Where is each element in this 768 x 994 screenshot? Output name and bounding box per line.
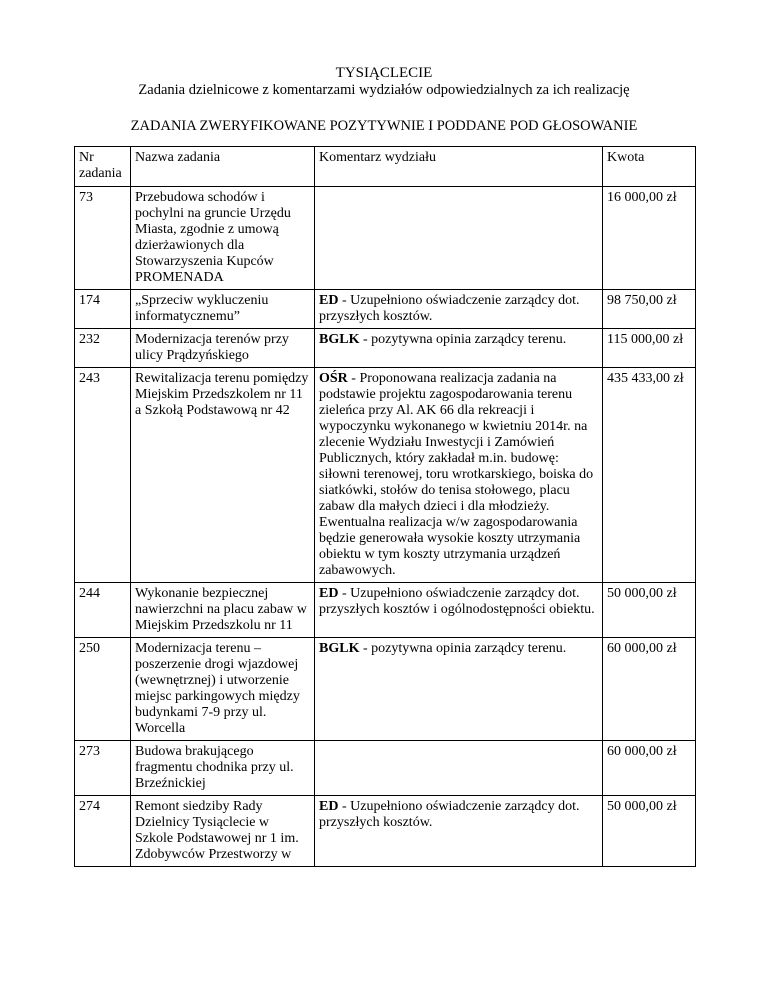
task-amount: 50 000,00 zł xyxy=(603,583,696,638)
task-number: 73 xyxy=(75,187,131,290)
task-number: 250 xyxy=(75,638,131,741)
task-name: Modernizacja terenów przy ulicy Prądzyńskiego xyxy=(131,329,315,368)
table-row xyxy=(75,583,696,638)
task-amount: 50 000,00 zł xyxy=(603,796,696,867)
tasks-table xyxy=(74,146,696,867)
task-name: Remont siedziby Rady Dzielnicy Tysiąclecie w Szkole Podstawowej nr 1 im. Zdobywców Przestworzy w xyxy=(131,796,315,867)
task-number: 243 xyxy=(75,368,131,583)
table-row xyxy=(75,368,696,583)
task-number: 174 xyxy=(75,290,131,329)
task-number: 244 xyxy=(75,583,131,638)
task-name: Przebudowa schodów i pochylni na gruncie Urzędu Miasta, zgodnie z umową dzierżawionych dla Stowarzyszenia Kupców PROMENADA xyxy=(131,187,315,290)
task-name: Budowa brakującego fragmentu chodnika przy ul. Brzeźnickiej xyxy=(131,741,315,796)
column-header-comment: Komentarz wydziału xyxy=(315,147,603,187)
section-heading: ZADANIA ZWERYFIKOWANE POZYTYWNIE I PODDANE POD GŁOSOWANIE xyxy=(130,118,638,134)
department-code: BGLK xyxy=(319,641,360,656)
department-code: ED xyxy=(319,586,339,601)
task-amount: 435 433,00 zł xyxy=(603,368,696,583)
department-comment xyxy=(315,583,603,638)
task-amount: 115 000,00 zł xyxy=(603,329,696,368)
comment-text: - Uzupełniono oświadczenie zarządcy dot. przyszłych kosztów. xyxy=(319,293,580,324)
task-amount: 60 000,00 zł xyxy=(603,741,696,796)
department-code: ED xyxy=(319,799,339,814)
department-comment xyxy=(315,290,603,329)
department-code: OŚR xyxy=(319,371,348,386)
department-comment xyxy=(315,329,603,368)
department-code: BGLK xyxy=(319,332,360,347)
table-row xyxy=(75,796,696,867)
column-header-name: Nazwa zadania xyxy=(131,147,315,187)
department-code: ED xyxy=(319,293,339,308)
task-name: „Sprzeciw wykluczeniu informatycznemu” xyxy=(131,290,315,329)
table-row xyxy=(75,187,696,290)
comment-text: - Uzupełniono oświadczenie zarządcy dot. przyszłych kosztów. xyxy=(319,799,580,830)
table-row xyxy=(75,638,696,741)
task-name: Wykonanie bezpiecznej nawierzchni na placu zabaw w Miejskim Przedszkolu nr 11 xyxy=(131,583,315,638)
column-header-nr: Nr zadania xyxy=(75,147,131,187)
department-comment xyxy=(315,368,603,583)
task-amount: 98 750,00 zł xyxy=(603,290,696,329)
department-comment xyxy=(315,638,603,741)
department-comment xyxy=(315,187,603,290)
comment-text: - pozytywna opinia zarządcy terenu. xyxy=(359,332,567,347)
task-number: 232 xyxy=(75,329,131,368)
task-number: 273 xyxy=(75,741,131,796)
table-row xyxy=(75,329,696,368)
task-name: Rewitalizacja terenu pomiędzy Miejskim Przedszkolem nr 11 a Szkołą Podstawową nr 42 xyxy=(131,368,315,583)
task-amount: 16 000,00 zł xyxy=(603,187,696,290)
table-header-row xyxy=(75,147,696,187)
page-title: TYSIĄCLECIE xyxy=(335,65,433,81)
comment-text: - Uzupełniono oświadczenie zarządcy dot. przyszłych kosztów i ogólnodostępności obiektu. xyxy=(319,586,595,617)
comment-text: - pozytywna opinia zarządcy terenu. xyxy=(359,641,567,656)
comment-text: - Proponowana realizacja zadania na podstawie projektu zagospodarowania terenu zieleńca przy Al. AK 66 dla rekreacji i wypoczynku wykonanego w kwietniu 2014r. na zlecenie Wydziału Inwestycji i Zamówień Publicznych, który zakładał m.in. budowę: siłowni terenowej, toru wrotkarskiego, boiska do siatkówki, stołów do tenisa stołowego, placu zabaw dla małych dzieci i dla młodzieży. Ewentualna realizacja w/w zagospodarowania będzie generowała wysokie koszty utrzymania obiektu w tym koszty utrzymania urządzeń zabawowych. xyxy=(319,371,594,578)
task-name: Modernizacja terenu – poszerzenie drogi wjazdowej (wewnętrznej) i utworzenie miejsc parkingowych między budynkami 7-9 przy ul. Worcella xyxy=(131,638,315,741)
department-comment xyxy=(315,741,603,796)
page-subtitle: Zadania dzielnicowe z komentarzami wydziałów odpowiedzialnych za ich realizację xyxy=(138,82,630,98)
task-number: 274 xyxy=(75,796,131,867)
department-comment xyxy=(315,796,603,867)
task-amount: 60 000,00 zł xyxy=(603,638,696,741)
table-row xyxy=(75,741,696,796)
column-header-amount: Kwota xyxy=(603,147,696,187)
table-row xyxy=(75,290,696,329)
